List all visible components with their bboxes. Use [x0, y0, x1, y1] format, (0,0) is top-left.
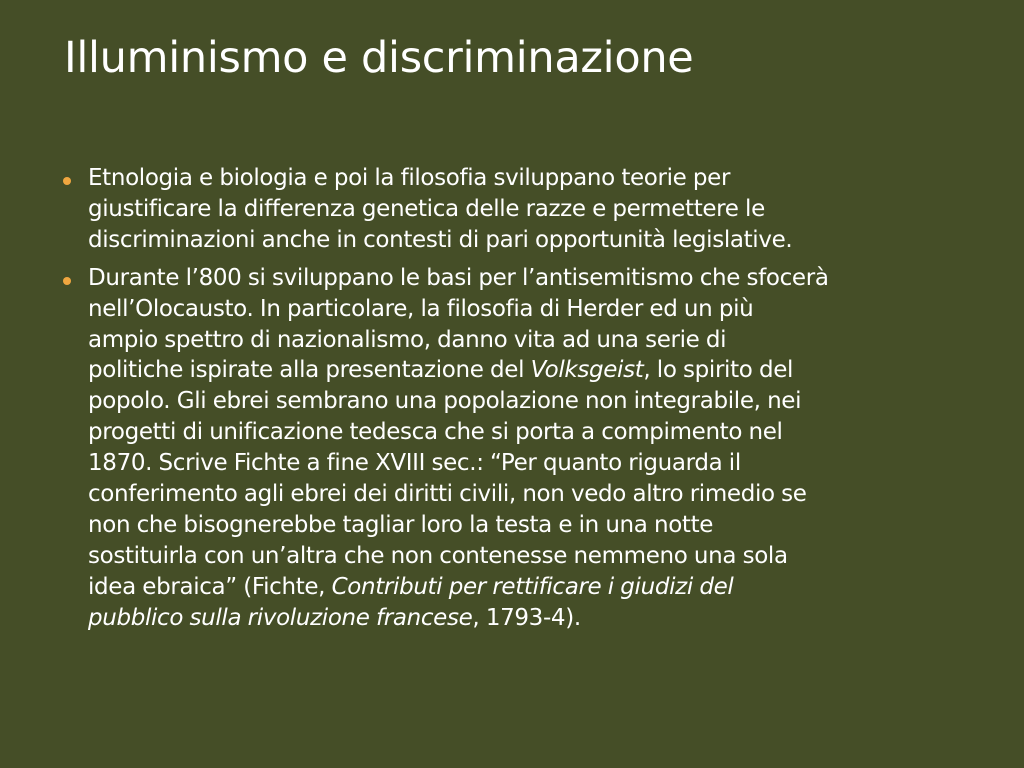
bullet-line: Durante l’800 si sviluppano le basi per l’antisemitismo che sfocerà	[88, 264, 829, 291]
bullet-line: discriminazioni anche in contesti di pari opportunità legislative.	[88, 226, 793, 253]
bullet-list	[62, 163, 972, 641]
italic-term: Volksgeist	[530, 357, 644, 384]
bullet-line: non che bisognerebbe tagliar loro la testa e in una notte	[88, 511, 714, 538]
bullet-line	[88, 605, 581, 631]
bullet-line: progetti di unificazione tedesca che si porta a compimento nel	[88, 419, 783, 446]
text-run: , lo spirito del	[643, 357, 794, 384]
bullet-line	[88, 574, 733, 600]
bullet-dot-icon	[63, 177, 71, 185]
text-run: idea ebraica” (Fichte,	[88, 573, 332, 600]
bullet-line: 1870. Scrive Fichte a fine XVIII sec.: “Per quanto riguarda il	[88, 450, 741, 477]
bullet-line: nell’Olocausto. In particolare, la filosofia di Herder ed un più	[88, 295, 754, 322]
bullet-line: Etnologia e biologia e poi la filosofia sviluppano teorie per	[88, 165, 731, 191]
bullet-line: giustificare la differenza genetica delle razze e permettere le	[88, 195, 765, 222]
bullet-line	[88, 357, 793, 383]
text-run: politiche ispirate alla presentazione del	[88, 357, 531, 384]
italic-citation: pubblico sulla rivoluzione francese	[88, 604, 473, 631]
bullet-dot-icon	[63, 277, 71, 285]
bullet-line: ampio spettro di nazionalismo, danno vita ad una serie di	[88, 326, 727, 353]
bullet-item	[62, 163, 972, 256]
italic-citation: Contributi per rettificare i giudizi del	[331, 573, 734, 600]
slide-title: Illuminismo e discriminazione	[64, 33, 694, 83]
bullet-line: conferimento agli ebrei dei diritti civili, non vedo altro rimedio se	[88, 481, 807, 508]
bullet-item	[62, 263, 972, 634]
text-run: , 1793-4).	[472, 604, 581, 631]
bullet-line: popolo. Gli ebrei sembrano una popolazione non integrabile, nei	[88, 388, 802, 415]
bullet-line: sostituirla con un’altra che non contenesse nemmeno una sola	[88, 542, 788, 569]
